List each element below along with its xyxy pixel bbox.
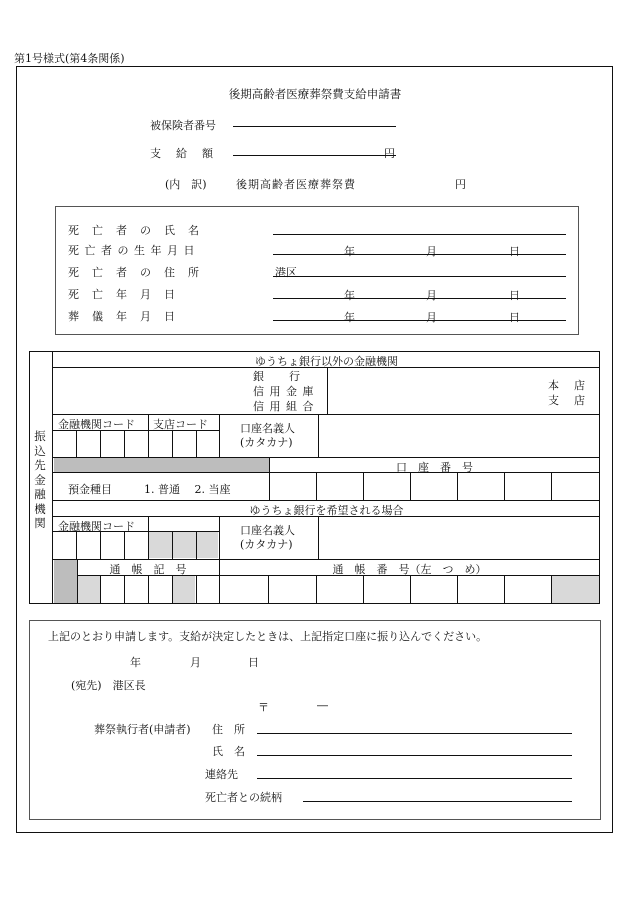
branch-code-label: 支店コード bbox=[153, 418, 208, 431]
deceased-address-label: 死 亡 者 の 住 所 bbox=[68, 266, 200, 279]
applicant-name-field[interactable] bbox=[257, 742, 572, 756]
deceased-address-field[interactable] bbox=[273, 264, 566, 277]
death-year: 年 bbox=[344, 289, 355, 302]
relation-field[interactable] bbox=[303, 788, 572, 802]
applicant-contact-field[interactable] bbox=[257, 765, 572, 779]
postal-dash: ― bbox=[317, 699, 328, 712]
deceased-address-value: 港区 bbox=[275, 266, 297, 279]
yucho-inst-code-label: 金融機関コード bbox=[58, 520, 135, 533]
account-number-label: 口 座 番 号 bbox=[396, 461, 473, 474]
shaded-cell bbox=[78, 576, 100, 603]
postal-mark: 〒 bbox=[258, 701, 269, 714]
funeral-date-field[interactable] bbox=[273, 308, 566, 321]
shaded-cell bbox=[54, 560, 77, 603]
deposit-type-label: 預金種目 bbox=[68, 483, 112, 496]
bank-type-options: 銀 行 信 用 金 庫 信 用 組 合 bbox=[253, 370, 315, 413]
account-holder-field[interactable] bbox=[320, 416, 598, 455]
side-char: 先 bbox=[34, 458, 46, 472]
shaded-cell bbox=[54, 458, 269, 472]
bank-side-label-cell bbox=[29, 351, 53, 604]
relation-label: 死亡者との続柄 bbox=[205, 791, 282, 804]
applicant-address-field[interactable] bbox=[257, 720, 572, 734]
bank-name-field[interactable] bbox=[60, 372, 245, 410]
breakdown-label: (内 訳) bbox=[165, 178, 207, 191]
birth-year: 年 bbox=[344, 245, 355, 258]
side-char: 込 bbox=[34, 443, 46, 458]
death-day: 日 bbox=[509, 289, 520, 302]
side-char: 機 bbox=[34, 501, 46, 516]
yucho-holder-field[interactable] bbox=[320, 518, 598, 557]
deceased-birth-field[interactable] bbox=[273, 242, 566, 255]
insured-number-label: 被保険者番号 bbox=[150, 119, 216, 132]
yen-unit: 円 bbox=[384, 147, 395, 160]
yucho-header: ゆうちょ銀行を希望される場合 bbox=[249, 504, 404, 517]
payment-amount-field[interactable] bbox=[233, 143, 396, 156]
death-month: 月 bbox=[426, 289, 437, 302]
death-date-field[interactable] bbox=[273, 286, 566, 299]
birth-month: 月 bbox=[426, 245, 437, 258]
funeral-month: 月 bbox=[426, 311, 437, 324]
deceased-birth-label: 死 亡 者 の 生 年 月 日 bbox=[68, 244, 196, 257]
branch-name-field[interactable] bbox=[335, 372, 540, 410]
insured-number-field[interactable] bbox=[233, 114, 396, 127]
side-char: 融 bbox=[34, 487, 46, 501]
deposit-type-options[interactable]: 1. 普通 2. 当座 bbox=[144, 483, 231, 496]
shaded-cell bbox=[172, 576, 195, 603]
payment-amount-label: 支 給 額 bbox=[150, 147, 215, 160]
passbook-symbol-label: 通 帳 記 号 bbox=[109, 563, 187, 576]
shaded-cell bbox=[552, 576, 599, 603]
birth-day: 日 bbox=[509, 245, 520, 258]
applicant-name-label: 氏 名 bbox=[212, 745, 245, 758]
addressee: (宛先) 港区長 bbox=[71, 679, 146, 692]
deceased-name-label: 死 亡 者 の 氏 名 bbox=[68, 224, 200, 237]
declaration-statement: 上記のとおり申請します。支給が決定したときは、上記指定口座に振り込んでください。 bbox=[48, 630, 488, 643]
declaration-day: 日 bbox=[248, 656, 259, 669]
breakdown-yen-unit: 円 bbox=[455, 178, 466, 191]
form-number-label: 第1号様式(第4条関係) bbox=[14, 52, 125, 65]
form-title: 後期高齢者医療葬祭費支給申請書 bbox=[228, 87, 402, 101]
branch-type-options: 本 店 支 店 bbox=[548, 379, 587, 407]
funeral-day: 日 bbox=[509, 311, 520, 324]
passbook-number-field[interactable] bbox=[220, 576, 550, 603]
funeral-year: 年 bbox=[344, 311, 355, 324]
breakdown-item: 後期高齢者医療葬祭費 bbox=[236, 178, 356, 191]
death-date-label: 死 亡 年 月 日 bbox=[68, 288, 176, 301]
account-number-field[interactable] bbox=[270, 473, 599, 499]
account-holder-label: 口座名義人 (カタカナ) bbox=[240, 422, 295, 449]
deceased-name-field[interactable] bbox=[273, 222, 566, 235]
inst-code-label: 金融機関コード bbox=[58, 418, 135, 431]
applicant-label: 葬祭執行者(申請者) bbox=[94, 723, 191, 736]
side-char: 関 bbox=[34, 516, 46, 530]
applicant-address-label: 住 所 bbox=[212, 723, 245, 736]
side-char: 金 bbox=[34, 472, 46, 487]
declaration-year: 年 bbox=[130, 656, 141, 669]
funeral-date-label: 葬 儀 年 月 日 bbox=[68, 310, 176, 323]
yucho-holder-label: 口座名義人 (カタカナ) bbox=[240, 524, 295, 551]
shaded-cell bbox=[149, 532, 218, 558]
side-char: 振 bbox=[34, 429, 46, 443]
declaration-month: 月 bbox=[190, 656, 201, 669]
applicant-contact-label: 連絡先 bbox=[205, 768, 238, 781]
passbook-number-label: 通 帳 番 号（左 つ め） bbox=[332, 563, 487, 576]
other-bank-header: ゆうちょ銀行以外の金融機関 bbox=[255, 355, 398, 368]
